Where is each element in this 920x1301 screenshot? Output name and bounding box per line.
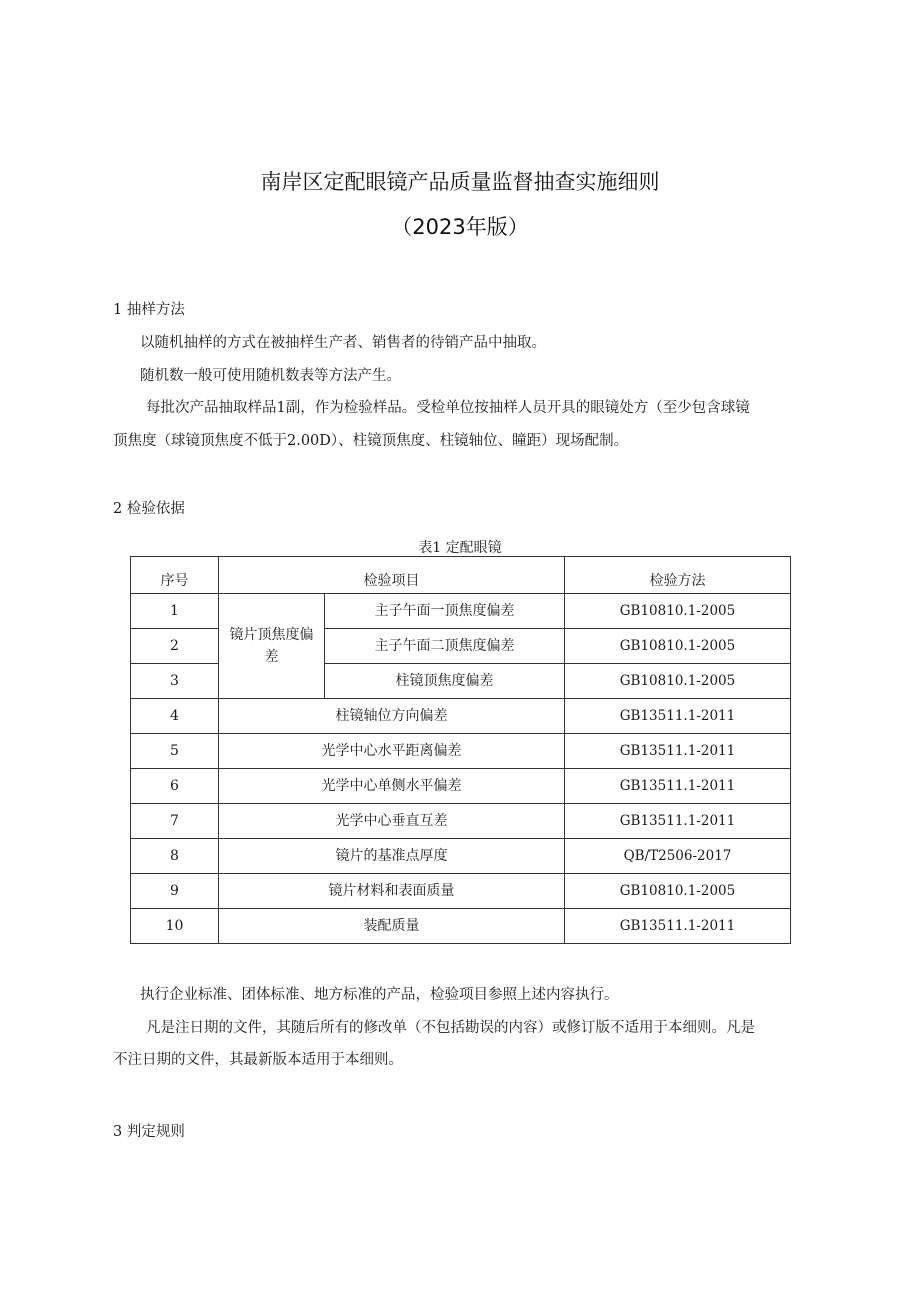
table-row (131, 734, 791, 769)
table-row (131, 699, 791, 734)
row-method: GB13511.1-2011 (565, 804, 791, 839)
header-item: 检验项目 (219, 557, 565, 594)
row-no: 5 (131, 734, 219, 769)
row-item: 装配质量 (219, 909, 565, 944)
header-method: 检验方法 (565, 557, 791, 594)
table-row (131, 804, 791, 839)
section1-para3-line2: 顶焦度（球镜顶焦度不低于2.00D）、柱镜顶焦度、柱镜轴位、瞳距）现场配制。 (113, 433, 629, 449)
row-no: 4 (131, 699, 219, 734)
section2-para2-line2: 不注日期的文件，其最新版本适用于本细则。 (113, 1052, 403, 1068)
section1-para3-line1: 每批次产品抽取样品1副，作为检验样品。受检单位按抽样人员开具的眼镜处方（至少包含球镜 (146, 400, 750, 416)
row-no: 1 (131, 594, 219, 629)
row-item: 主子午面一顶焦度偏差 (325, 594, 565, 629)
group-label-line2: 差 (264, 649, 279, 665)
section1-para1: 以随机抽样的方式在被抽样生产者、销售者的待销产品中抽取。 (140, 335, 546, 351)
section2-para1: 执行企业标准、团体标准、地方标准的产品，检验项目参照上述内容执行。 (140, 987, 619, 1003)
row-method: GB10810.1-2005 (565, 629, 791, 664)
row-no: 9 (131, 874, 219, 909)
table-row (131, 839, 791, 874)
row-method: GB13511.1-2011 (565, 769, 791, 804)
row-item: 柱镜顶焦度偏差 (325, 664, 565, 699)
row-item: 柱镜轴位方向偏差 (219, 699, 565, 734)
row-method: GB13511.1-2011 (565, 699, 791, 734)
row-method: GB10810.1-2005 (565, 664, 791, 699)
row-no: 10 (131, 909, 219, 944)
row-method: QB/T2506-2017 (565, 839, 791, 874)
section2-para2-line1: 凡是注日期的文件，其随后所有的修改单（不包括勘误的内容）或修订版不适用于本细则。凡是 (146, 1020, 755, 1036)
document-edition: （2023年版） (391, 215, 529, 239)
row-item: 光学中心垂直互差 (219, 804, 565, 839)
row-no: 6 (131, 769, 219, 804)
row-item: 镜片的基准点厚度 (219, 839, 565, 874)
group-label-line1: 镜片顶焦度偏 (229, 627, 314, 643)
row-item: 光学中心水平距离偏差 (219, 734, 565, 769)
row-method: GB10810.1-2005 (565, 874, 791, 909)
section2-heading: 2 检验依据 (113, 501, 185, 517)
row-no: 7 (131, 804, 219, 839)
table-caption: 表1 定配眼镜 (418, 540, 502, 556)
table-row (131, 594, 791, 629)
section1-para2: 随机数一般可使用随机数表等方法产生。 (140, 368, 401, 384)
row-method: GB10810.1-2005 (565, 594, 791, 629)
table-row (131, 909, 791, 944)
inspection-table (130, 556, 791, 944)
row-no: 3 (131, 664, 219, 699)
section1-heading: 1 抽样方法 (113, 302, 185, 318)
table-row (131, 769, 791, 804)
document-title: 南岸区定配眼镜产品质量监督抽查实施细则 (260, 170, 660, 194)
section3-heading: 3 判定规则 (113, 1124, 185, 1140)
row-item: 光学中心单侧水平偏差 (219, 769, 565, 804)
header-no: 序号 (131, 557, 219, 594)
table-row (131, 874, 791, 909)
table-header-row (131, 557, 791, 594)
row-method: GB13511.1-2011 (565, 909, 791, 944)
group-label (219, 594, 325, 699)
row-item: 主子午面二顶焦度偏差 (325, 629, 565, 664)
row-item: 镜片材料和表面质量 (219, 874, 565, 909)
row-method: GB13511.1-2011 (565, 734, 791, 769)
row-no: 2 (131, 629, 219, 664)
row-no: 8 (131, 839, 219, 874)
